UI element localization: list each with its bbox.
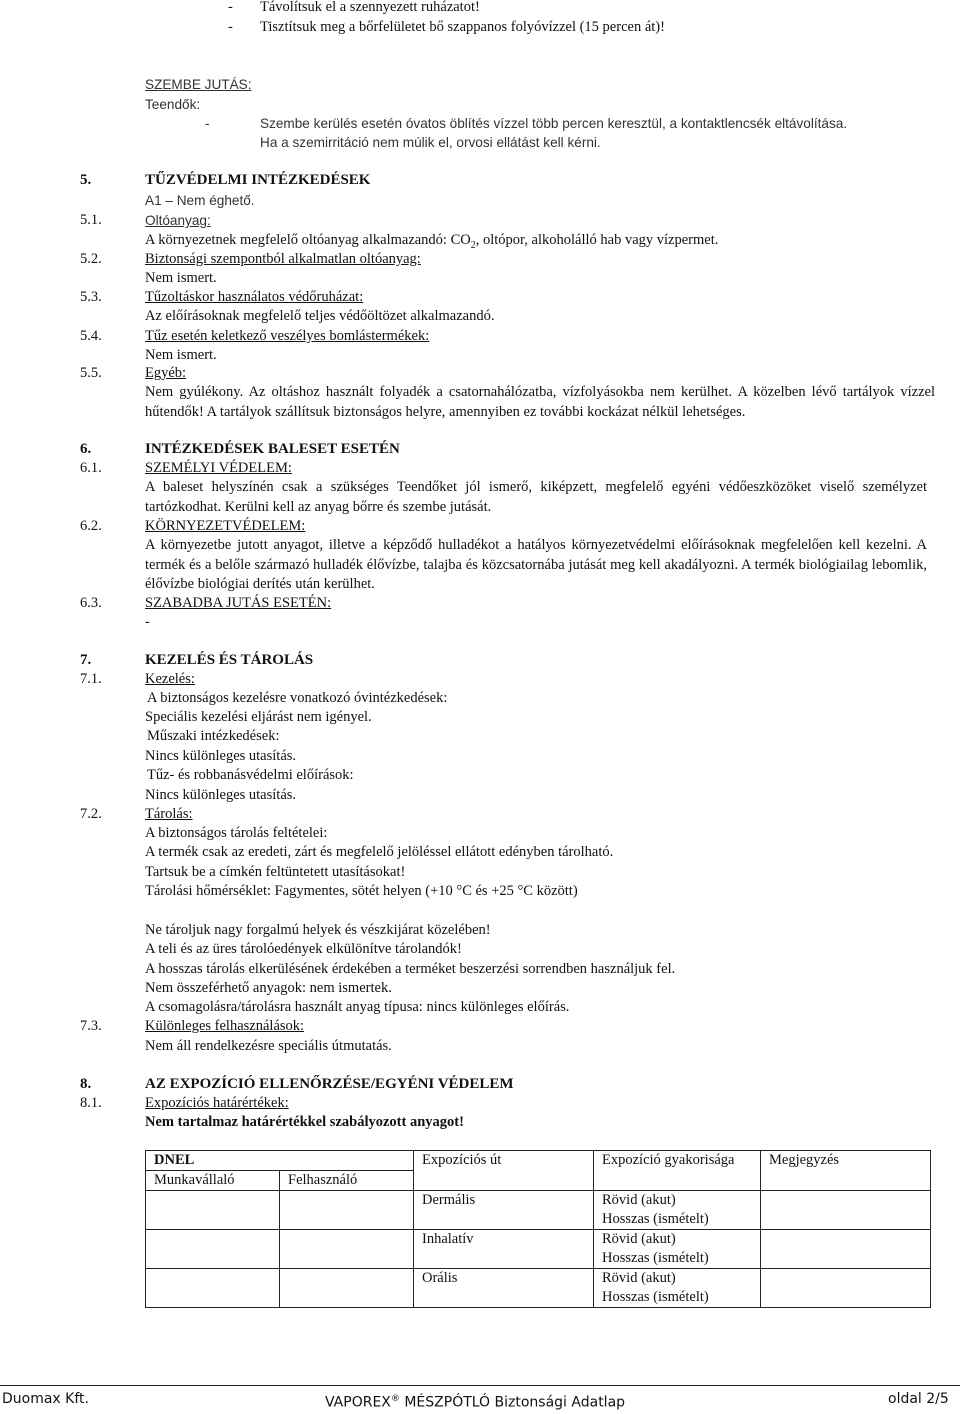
storage-line: A biztonságos tárolás feltételei: [145, 825, 328, 841]
table-cell [280, 1269, 414, 1308]
route-header: Expozíciós út [414, 1151, 594, 1191]
storage-line: A hosszas tárolás elkerülésének érdekében a terméket beszerzési sorrendben használjuk fel. [145, 961, 676, 977]
section-5-3-number: 5.3. [80, 289, 102, 305]
section-6-3-number: 6.3. [80, 595, 102, 611]
section-5-5-text: Nem gyúlékony. Az oltáshoz használt folyadék a csatornahálózatba, vízfolyásokba nem kerülhet. A közelben lévő tartályok vízzel hűtendők! A tartályok szállítsuk biztonságos helyre, amennyiben ez további kockázat nélkül lehetséges. [145, 384, 935, 420]
frequency-cell: Rövid (akut) Hosszas (ismételt) [594, 1230, 761, 1269]
section-8-number: 8. [80, 1076, 92, 1092]
handling-line: Nincs különleges utasítás. [145, 787, 297, 803]
section-6-1-number: 6.1. [80, 460, 102, 476]
dnel-table [145, 1150, 931, 1308]
worker-header: Munkavállaló [146, 1171, 280, 1191]
section-7-1-number: 7.1. [80, 671, 102, 687]
dnel-header: DNEL [146, 1151, 414, 1171]
section-6-1-title: SZEMÉLYI VÉDELEM: [145, 460, 292, 476]
bullet-dash: - [228, 0, 233, 15]
handling-line: Tűz- és robbanásvédelmi előírások: [147, 767, 354, 783]
table-row [146, 1230, 931, 1269]
bullet-dash: - [228, 19, 233, 35]
route-cell: Orális [414, 1269, 594, 1308]
section-6-title: INTÉZKEDÉSEK BALESET ESETÉN [145, 441, 400, 457]
section-5-title: TŰZVÉDELMI INTÉZKEDÉSEK [145, 172, 371, 188]
footer-document-title: VAPOREX® MÉSZPÓTLÓ Biztonsági Adatlap [325, 1394, 626, 1411]
handling-line: Műszaki intézkedések: [147, 728, 280, 744]
section-8-1-number: 8.1. [80, 1095, 102, 1111]
section-5-3-text: Az előírásoknak megfelelő teljes védőöltözet alkalmazandó. [145, 308, 495, 324]
note-header: Megjegyzés [761, 1151, 931, 1191]
storage-line: Tartsuk be a címkén feltüntetett utasításokat! [145, 864, 406, 880]
section-5-4-title: Tűz esetén keletkező veszélyes bomlástermékek: [145, 328, 430, 344]
extinguishing-media-text: A környezetnek megfelelő oltóanyag alkalmazandó: $CO_2$, oltópor, alkoholálló hab vagy vízpermet. [145, 232, 719, 251]
eye-contact-todo: Teendők: [145, 97, 201, 112]
handling-line: A biztonságos kezelésre vonatkozó óvintézkedések: [147, 690, 448, 706]
bullet-text: Tisztítsuk meg a bőrfelületet bő szappanos folyóvízzel (15 percen át)! [260, 19, 665, 35]
section-5-5-title: Egyéb: [145, 365, 187, 381]
section-6-2-number: 6.2. [80, 518, 102, 534]
handling-line: Speciális kezelési eljárást nem igényel. [145, 709, 372, 725]
table-row [146, 1191, 931, 1230]
table-row [146, 1269, 931, 1308]
section-7-3-number: 7.3. [80, 1018, 102, 1034]
section-7-title: KEZELÉS ÉS TÁROLÁS [145, 652, 314, 668]
storage-line: A teli és az üres tárolóedények elkülönítve tárolandók! [145, 941, 462, 957]
storage-line: Nem összeférhető anyagok: nem ismertek. [145, 980, 392, 996]
section-5-5-number: 5.5. [80, 365, 102, 381]
section-5-1-number: 5.1. [80, 212, 102, 228]
section-8-title: AZ EXPOZÍCIÓ ELLENŐRZÉSE/EGYÉNI VÉDELEM [145, 1076, 514, 1092]
table-cell [146, 1269, 280, 1308]
section-7-3-text: Nem áll rendelkezésre speciális útmutatás. [145, 1038, 392, 1054]
section-6-3-text: - [145, 614, 150, 630]
eye-contact-line1: Szembe kerülés esetén óvatos öblítés vízzel több percen keresztül, a kontaktlencsék eltávolítása. [260, 116, 848, 131]
footer-page-number: oldal 2/5 [888, 1391, 949, 1407]
section-6-1-text: A baleset helyszínén csak a szükséges Teendőket jól ismerő, kiképzett, megfelelő egyéni védőeszközöket viselő személyzet tartózkodhat. Kerülni kell az anyag bőrre és szembe jutását. [145, 479, 927, 515]
bullet-dash: - [205, 116, 210, 131]
handling-line: Nincs különleges utasítás. [145, 748, 297, 764]
bullet-text: Távolítsuk el a szennyezett ruházatot! [260, 0, 480, 15]
footer-company: Duomax Kft. [2, 1391, 89, 1407]
section-6-3-title: SZABADBA JUTÁS ESETÉN: [145, 595, 332, 611]
frequency-header: Expozíció gyakorisága [594, 1151, 761, 1191]
section-5-2-text: Nem ismert. [145, 270, 217, 286]
table-cell [761, 1191, 931, 1230]
table-cell [280, 1191, 414, 1230]
section-5-4-text: Nem ismert. [145, 347, 217, 363]
section-5-2-title: Biztonsági szempontból alkalmatlan oltóanyag: [145, 251, 421, 267]
table-cell [146, 1191, 280, 1230]
section-5-1-title: Oltóanyag: [145, 213, 211, 228]
section-5-3-title: Tűzoltáskor használatos védőruházat: [145, 289, 364, 305]
section-8-1-title: Expozíciós határértékek: [145, 1095, 289, 1111]
section-7-3-title: Különleges felhasználások: [145, 1018, 305, 1034]
section-7-1-title: Kezelés: [145, 671, 195, 687]
section-8-1-text: Nem tartalmaz határértékkel szabályozott anyagot! [145, 1114, 464, 1130]
section-7-2-title: Tárolás: [145, 806, 193, 822]
route-cell: Inhalatív [414, 1230, 594, 1269]
section-5-2-number: 5.2. [80, 251, 102, 267]
section-7-2-number: 7.2. [80, 806, 102, 822]
storage-line: Tárolási hőmérséklet: Fagymentes, sötét helyen (+10 °C és +25 °C között) [145, 883, 578, 899]
footer-divider [0, 1385, 960, 1386]
section-5-number: 5. [80, 172, 92, 188]
table-cell [280, 1230, 414, 1269]
user-header: Felhasználó [280, 1171, 414, 1191]
frequency-cell: Rövid (akut) Hosszas (ismételt) [594, 1269, 761, 1308]
table-cell [146, 1230, 280, 1269]
table-row [146, 1151, 931, 1171]
section-7-number: 7. [80, 652, 92, 668]
section-5-4-number: 5.4. [80, 328, 102, 344]
section-6-2-title: KÖRNYEZETVÉDELEM: [145, 518, 306, 534]
storage-line: A csomagolásra/tárolásra használt anyag típusa: nincs különleges előírás. [145, 999, 570, 1015]
route-cell: Dermális [414, 1191, 594, 1230]
storage-line: A termék csak az eredeti, zárt és megfelelő jelöléssel ellátott edényben tárolható. [145, 844, 614, 860]
frequency-cell: Rövid (akut) Hosszas (ismételt) [594, 1191, 761, 1230]
section-6-2-text: A környezetbe jutott anyagot, illetve a képződő hulladékot a hatályos környezetvédelmi előírásoknak megfelelően kell kezelni. A termék és a belőle származó hulladék élővízbe, talajba és közcsatornába jutását meg kell akadályozni. A termék biológiailag lebomlik, élővízbe biológiai derítés után kerülhet. [145, 537, 927, 592]
table-cell [761, 1230, 931, 1269]
table-cell [761, 1269, 931, 1308]
eye-contact-title: SZEMBE JUTÁS: [145, 77, 252, 92]
eye-contact-line2: Ha a szemirritáció nem múlik el, orvosi ellátást kell kérni. [260, 135, 601, 150]
section-6-number: 6. [80, 441, 92, 457]
storage-line: Ne tároljuk nagy forgalmú helyek és vészkijárat közelében! [145, 922, 491, 938]
fire-class: A1 – Nem éghető. [145, 193, 255, 208]
